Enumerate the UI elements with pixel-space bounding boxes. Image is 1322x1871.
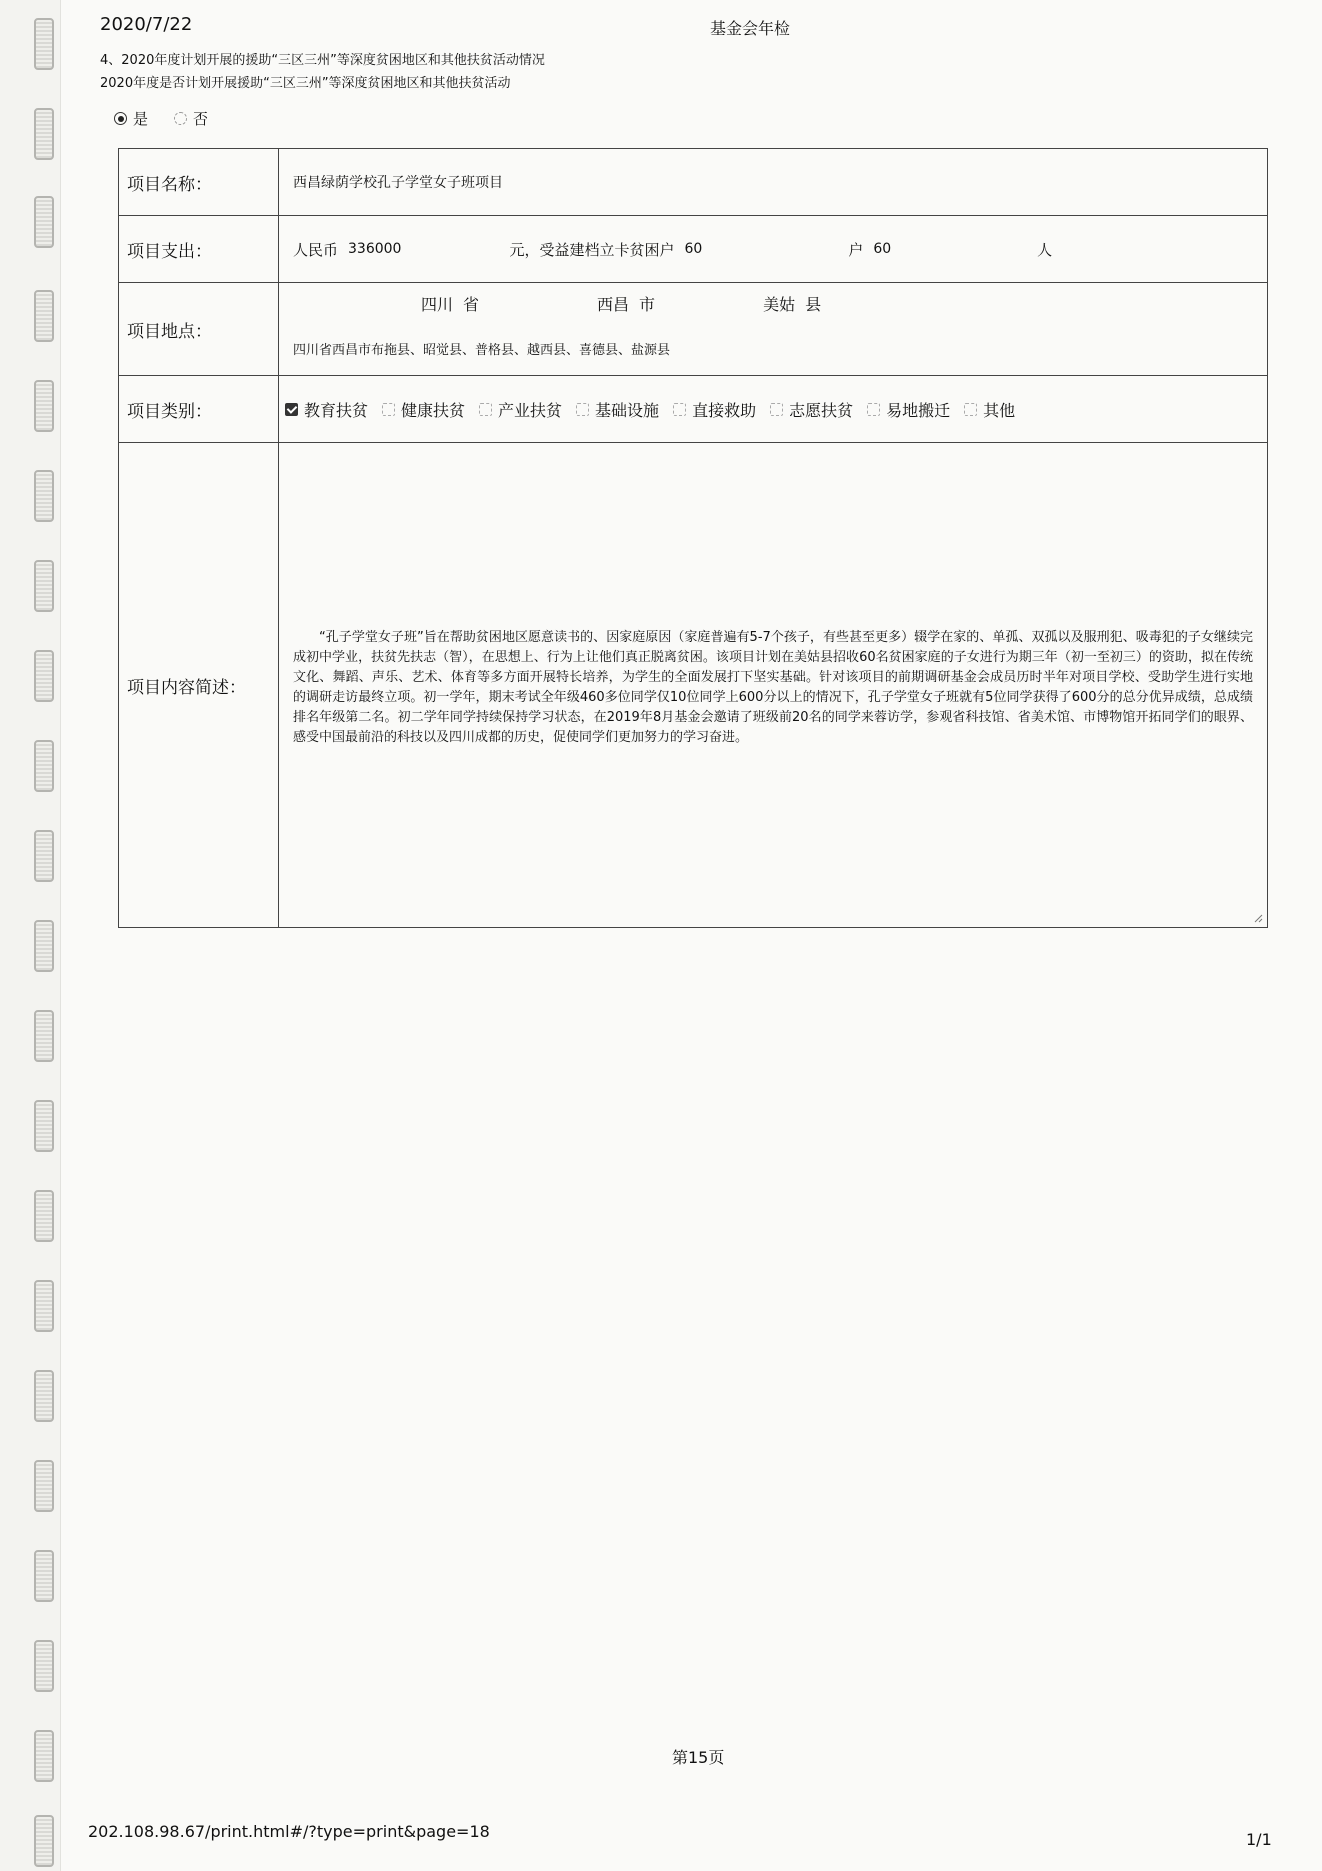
households-unit: 户 (848, 240, 864, 259)
checkbox-icon[interactable] (867, 403, 880, 416)
category-volunteer[interactable] (770, 398, 853, 421)
punch-hole (34, 1370, 54, 1422)
yes-no-radio-group (114, 108, 208, 129)
row-project-name (119, 149, 1268, 216)
project-name-value: 西昌绿荫学校孔子学堂女子班项目 (293, 175, 503, 191)
punch-hole (34, 18, 54, 70)
category-label: 志愿扶贫 (789, 400, 854, 420)
checkbox-checked-icon[interactable] (285, 403, 298, 416)
page-title: 基金会年检 (710, 19, 791, 38)
category-label: 直接救助 (692, 400, 757, 420)
radio-yes-label: 是 (133, 110, 149, 128)
punch-hole (34, 1100, 54, 1152)
project-category-field (279, 376, 1268, 443)
punch-strip (0, 0, 61, 1871)
category-relocation[interactable] (867, 398, 950, 421)
province-unit: 省 (463, 295, 480, 314)
checkbox-icon[interactable] (382, 403, 395, 416)
project-name-field[interactable] (279, 149, 1268, 216)
checkbox-icon[interactable] (576, 403, 589, 416)
county-unit: 县 (805, 295, 822, 314)
category-label: 健康扶贫 (401, 400, 466, 420)
punch-hole (34, 380, 54, 432)
checkbox-icon[interactable] (673, 403, 686, 416)
checkbox-icon[interactable] (964, 403, 977, 416)
punch-hole (34, 650, 54, 702)
punch-hole (34, 1730, 54, 1782)
print-date: 2020/7/22 (100, 14, 193, 35)
category-label: 教育扶贫 (304, 400, 369, 420)
category-label: 其他 (983, 400, 1016, 420)
row-project-spend (119, 216, 1268, 283)
project-spend-field (279, 216, 1268, 283)
punch-hole (34, 1460, 54, 1512)
project-description-textarea[interactable] (279, 443, 1268, 928)
province-select[interactable]: 四川 (421, 295, 454, 314)
row-project-category (119, 376, 1268, 443)
beneficiary-text: 元，受益建档立卡贫困户 (509, 240, 675, 259)
punch-hole (34, 560, 54, 612)
category-other[interactable] (964, 398, 1015, 421)
punch-hole (34, 290, 54, 342)
resize-handle-icon[interactable] (1253, 913, 1263, 923)
project-name-label: 项目名称： (119, 149, 279, 216)
punch-hole (34, 1010, 54, 1062)
project-category-label: 项目类别： (119, 376, 279, 443)
radio-yes[interactable] (114, 112, 127, 125)
page-number: 第15页 (672, 1748, 725, 1767)
section-heading: 4、2020年度计划开展的援助“三区三州”等深度贫困地区和其他扶贫活动情况 (100, 53, 545, 68)
punch-hole (34, 470, 54, 522)
radio-no[interactable] (174, 112, 187, 125)
punch-hole (34, 1550, 54, 1602)
households-value[interactable]: 60 (684, 241, 703, 257)
row-project-description (119, 443, 1268, 928)
checkbox-icon[interactable] (479, 403, 492, 416)
project-location-field (279, 283, 1268, 376)
people-unit: 人 (1037, 240, 1053, 259)
county-select[interactable]: 美姑 (763, 295, 796, 314)
punch-hole (34, 1815, 54, 1867)
project-description-text: “孔子学堂女子班”旨在帮助贫困地区愿意读书的、因家庭原因（家庭普遍有5-7个孩子，有些甚至更多）辍学在家的、单孤、双孤以及服刑犯、吸毒犯的子女继续完成初中学业，扶贫先扶志（智），在思想上、行为上让他们真正脱离贫困。该项目计划在美姑县招收60名贫困家庭的子女进行为期三年（初一至初三）的资助，拟在传统文化、舞蹈、声乐、艺术、体育等多方面开展特长培养，为学生的全面发展打下坚实基础。针对该项目的前期调研基金会成员历时半年对项目学校、受助学生进行实地的调研走访最终立项。初一学年，期末考试全年级460多位同学仅10位同学上600分以上的情况下，孔子学堂女子班就有5位同学获得了600分的总分优异成绩，总成绩排名年级第二名。初二学年同学持续保持学习状态，在2019年8月基金会邀请了班级前20名的同学来蓉访学，参观省科技馆、省美术馆、市博物馆开拓同学们的眼界、感受中国最前沿的科技以及四川成都的历史，促使同学们更加努力的学习奋进。 (293, 630, 1253, 745)
project-location-label: 项目地点： (119, 283, 279, 376)
punch-hole (34, 1640, 54, 1692)
amount-value[interactable]: 336000 (348, 241, 402, 257)
location-detail[interactable]: 四川省西昌市布拖县、昭觉县、普格县、越西县、喜德县、盐源县 (293, 343, 671, 358)
project-form (118, 148, 1268, 928)
category-label: 易地搬迁 (886, 400, 951, 420)
radio-no-label: 否 (193, 110, 209, 128)
category-education[interactable] (285, 398, 368, 421)
category-label: 基础设施 (595, 400, 660, 420)
project-spend-label: 项目支出： (119, 216, 279, 283)
question-text: 2020年度是否计划开展援助“三区三州”等深度贫困地区和其他扶贫活动 (100, 76, 511, 91)
category-direct-aid[interactable] (673, 398, 756, 421)
city-unit: 市 (639, 295, 656, 314)
punch-hole (34, 740, 54, 792)
punch-hole (34, 1280, 54, 1332)
project-description-label: 项目内容简述： (119, 443, 279, 928)
currency-label: 人民币 (293, 240, 339, 259)
punch-hole (34, 1190, 54, 1242)
category-infrastructure[interactable] (576, 398, 659, 421)
category-health[interactable] (382, 398, 465, 421)
punch-hole (34, 196, 54, 248)
category-industry[interactable] (479, 398, 562, 421)
page-count: 1/1 (1246, 1830, 1272, 1849)
punch-hole (34, 920, 54, 972)
print-url: 202.108.98.67/print.html#/?type=print&page=18 (88, 1822, 490, 1841)
category-label: 产业扶贫 (498, 400, 563, 420)
punch-hole (34, 830, 54, 882)
punch-hole (34, 108, 54, 160)
city-select[interactable]: 西昌 (597, 295, 630, 314)
row-project-location (119, 283, 1268, 376)
people-value[interactable]: 60 (873, 241, 892, 257)
checkbox-icon[interactable] (770, 403, 783, 416)
